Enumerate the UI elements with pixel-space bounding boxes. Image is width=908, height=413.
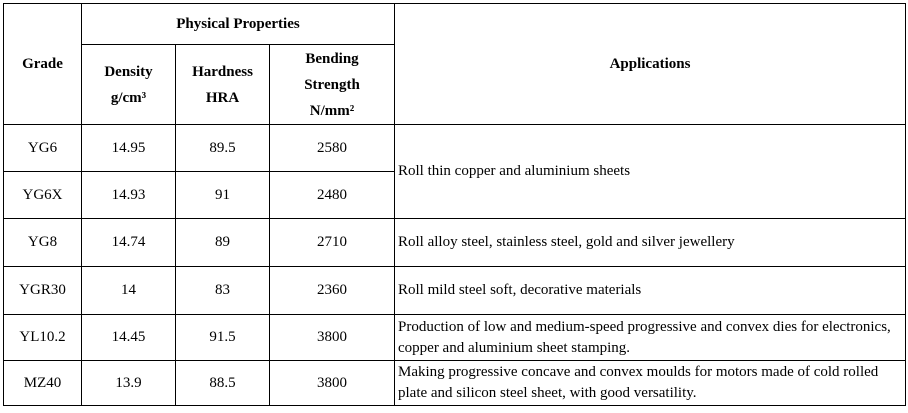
grade-cell: MZ40	[4, 361, 82, 406]
density-cell: 14.93	[82, 172, 176, 219]
grade-cell: YG8	[4, 219, 82, 267]
density-cell: 14.95	[82, 125, 176, 172]
bending-header-unit: N/mm²	[309, 102, 355, 119]
bending-cell: 3800	[270, 361, 395, 406]
application-cell: Roll alloy steel, stainless steel, gold and silver jewellery	[395, 219, 906, 267]
hardness-cell: 89	[176, 219, 270, 267]
bending-cell: 2480	[270, 172, 395, 219]
grade-cell: YG6X	[4, 172, 82, 219]
grade-cell: YG6	[4, 125, 82, 172]
table-row	[4, 125, 906, 172]
hardness-cell: 91.5	[176, 315, 270, 361]
hardness-header	[176, 45, 270, 125]
hardness-cell: 91	[176, 172, 270, 219]
density-header	[82, 45, 176, 125]
density-cell: 13.9	[82, 361, 176, 406]
applications-header: Applications	[395, 4, 906, 125]
bending-cell: 3800	[270, 315, 395, 361]
density-cell: 14.45	[82, 315, 176, 361]
density-cell: 14	[82, 267, 176, 315]
hardness-header-name: Hardness	[192, 63, 253, 80]
physical-properties-header: Physical Properties	[82, 4, 395, 45]
hardness-cell: 88.5	[176, 361, 270, 406]
hardness-cell: 89.5	[176, 125, 270, 172]
application-cell: Roll mild steel soft, decorative materials	[395, 267, 906, 315]
grade-properties-table	[3, 3, 906, 406]
bending-header-line2: Strength	[304, 76, 360, 93]
table-row	[4, 267, 906, 315]
bending-cell: 2710	[270, 219, 395, 267]
header-row-1	[4, 4, 906, 45]
table-row	[4, 361, 906, 406]
application-cell: Making progressive concave and convex moulds for motors made of cold rolled plate and silicon steel sheet, with good versatility.	[395, 361, 906, 406]
table-row	[4, 219, 906, 267]
grade-cell: YL10.2	[4, 315, 82, 361]
density-cell: 14.74	[82, 219, 176, 267]
hardness-cell: 83	[176, 267, 270, 315]
grade-header: Grade	[4, 4, 82, 125]
grade-cell: YGR30	[4, 267, 82, 315]
application-cell: Production of low and medium-speed progressive and convex dies for electronics, copper and aluminium sheet stamping.	[395, 315, 906, 361]
bending-cell: 2360	[270, 267, 395, 315]
bending-strength-header	[270, 45, 395, 125]
bending-header-line1: Bending	[305, 50, 359, 67]
table-row	[4, 315, 906, 361]
density-header-unit: g/cm³	[110, 89, 147, 106]
application-cell: Roll thin copper and aluminium sheets	[395, 125, 906, 219]
density-header-name: Density	[104, 63, 153, 80]
bending-cell: 2580	[270, 125, 395, 172]
hardness-header-unit: HRA	[205, 89, 240, 106]
